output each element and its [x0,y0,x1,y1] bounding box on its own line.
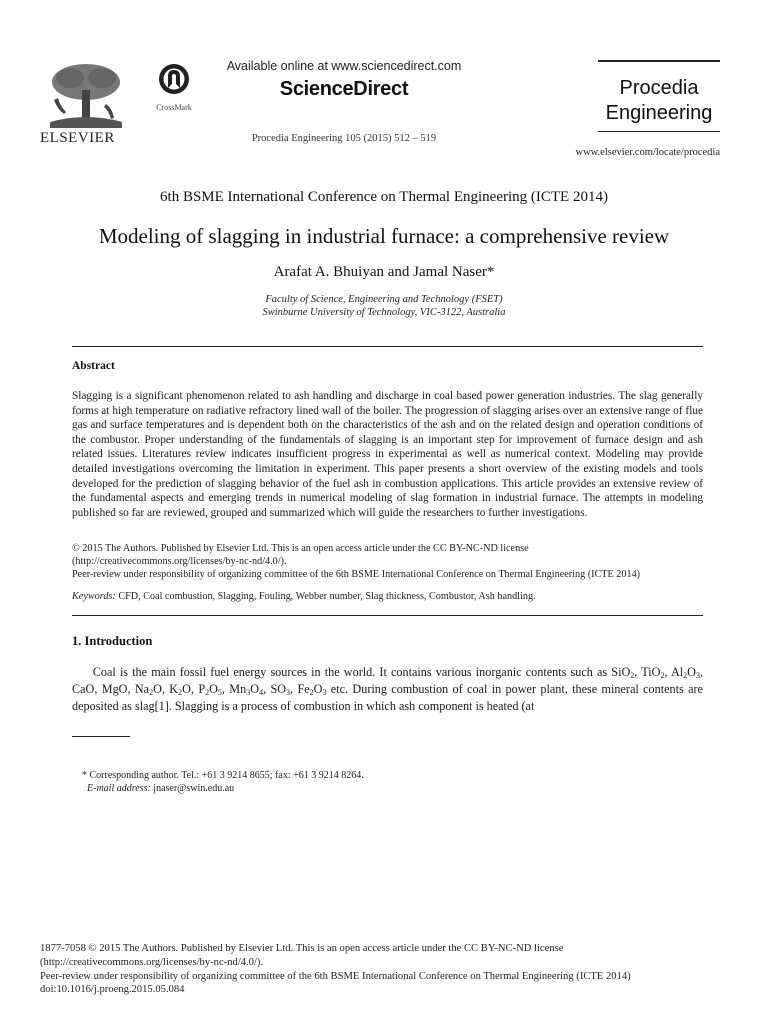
abstract-text: Slagging is a significant phenomenon related to ash handling and discharge in coal based power generation industries. The slag generally forms at high temperature on radiative refractory lined wall of the boiler. The progression of slagging arises over an extensive range of flue gas and surface temperatures and is dependent both on the characteristics of the ash and on the related design and operation conditions of the combustor. Proper understanding of the fundamentals of slagging is an important step for improvement of furnace design and ash related issues. Literatures review indicates insufficient progress in experimental as well as numerical context. Modeling may provide detailed investigations overcoming the limitation in experiment. This paper presents a short overview of the existing models and tools developed for the prediction of slagging behavior of the fuel ash in combustion applications. This article provides an extensive review of the fundamental aspects and emerging trends in numerical modeling of slag formation in industrial furnace. The attempts in modeling published so far are reviewed, grouped and summarized which will guide the researchers to further investigations. [72,390,703,519]
journal-site-link[interactable]: www.elsevier.com/locate/procedia [575,147,720,158]
affiliation-line-2: Swinburne University of Technology, VIC-3122, Australia [262,307,506,318]
paper-title: Modeling of slagging in industrial furnace: a comprehensive review [98,224,670,248]
email-label: E-mail address: [87,783,151,794]
paper-authors: Arafat A. Bhuiyan and Jamal Naser* [273,264,495,280]
available-online-text: Available online at www.sciencedirect.com [226,59,462,73]
section-heading-introduction: 1. Introduction [72,634,153,648]
abstract-top-rule [72,346,703,347]
abstract-heading: Abstract [72,360,115,372]
journal-brand [598,76,720,126]
crossmark-badge[interactable] [150,62,198,112]
footnote-email [82,782,682,795]
journal-reference: Procedia Engineering 105 (2015) 512 – 519 [251,133,437,144]
brand-line-2: Engineering [605,102,713,124]
footer-license-link[interactable]: (http://creativecommons.org/licenses/by-nc-nd/4.0/). [40,956,264,968]
license-line-1: © 2015 The Authors. Published by Elsevier Ltd. This is an open access article under the CC BY-NC-ND license [72,543,529,554]
crossmark-icon [157,62,191,96]
page-footer [40,942,740,997]
license-line-3: Peer-review under responsibility of organizing committee of the 6th BSME International Conference on Thermal Engineering (ICTE 2014) [72,569,641,580]
keywords [72,591,712,602]
keywords-label: Keywords: [72,591,116,602]
introduction-paragraph: Coal is the main fossil fuel energy sources in the world. It contains various inorganic contents such as SiO$_2$, TiO$_2$, $Al_2O_3$, CaO, MgO, $Na_2O$, $K_2O$, $P_2O_5$, $Mn_3O_4$, $SO_3$, $Fe_2O_3$ etc. During combustion of coal in power plant, these mineral contents are deposited as slag[1]. Slagging is a process of combustion in which ash component is heated (at [72,665,704,713]
brand-line-1: Procedia [619,77,699,99]
abstract-bottom-rule [72,615,703,616]
footnote [82,769,682,795]
brand-bottom-rule [598,131,720,132]
email-address[interactable]: jnaser@swin.edu.au [153,783,235,794]
conference-name: 6th BSME International Conference on Thermal Engineering (ICTE 2014) [160,189,608,205]
brand-top-rule [598,60,720,62]
license-notice [72,542,712,581]
footer-doi[interactable]: doi:10.1016/j.proeng.2015.05.084 [40,984,185,996]
footnote-rule [72,736,130,737]
crossmark-label: CrossMark [156,103,192,112]
footer-issn-license: 1877-7058 © 2015 The Authors. Published by Elsevier Ltd. This is an open access article under the CC BY-NC-ND license [40,943,564,954]
publisher-name: ELSEVIER [40,130,115,146]
keywords-list: CFD, Coal combustion, Slagging, Fouling, Webber number, Slag thickness, Combustor, Ash handling. [118,591,536,602]
footer-peer-review: Peer-review under responsibility of organizing committee of the 6th BSME International Conference on Thermal Engineering (ICTE 2014) [40,970,631,982]
affiliation-line-1: Faculty of Science, Engineering and Technology (FSET) [265,294,503,305]
footnote-corresponding-author: * Corresponding author. Tel.: +61 3 9214 8655; fax: +61 3 9214 8264. [82,770,364,781]
license-link[interactable]: (http://creativecommons.org/licenses/by-nc-nd/4.0/). [72,556,287,567]
sciencedirect-wordmark: ScienceDirect [279,78,409,100]
